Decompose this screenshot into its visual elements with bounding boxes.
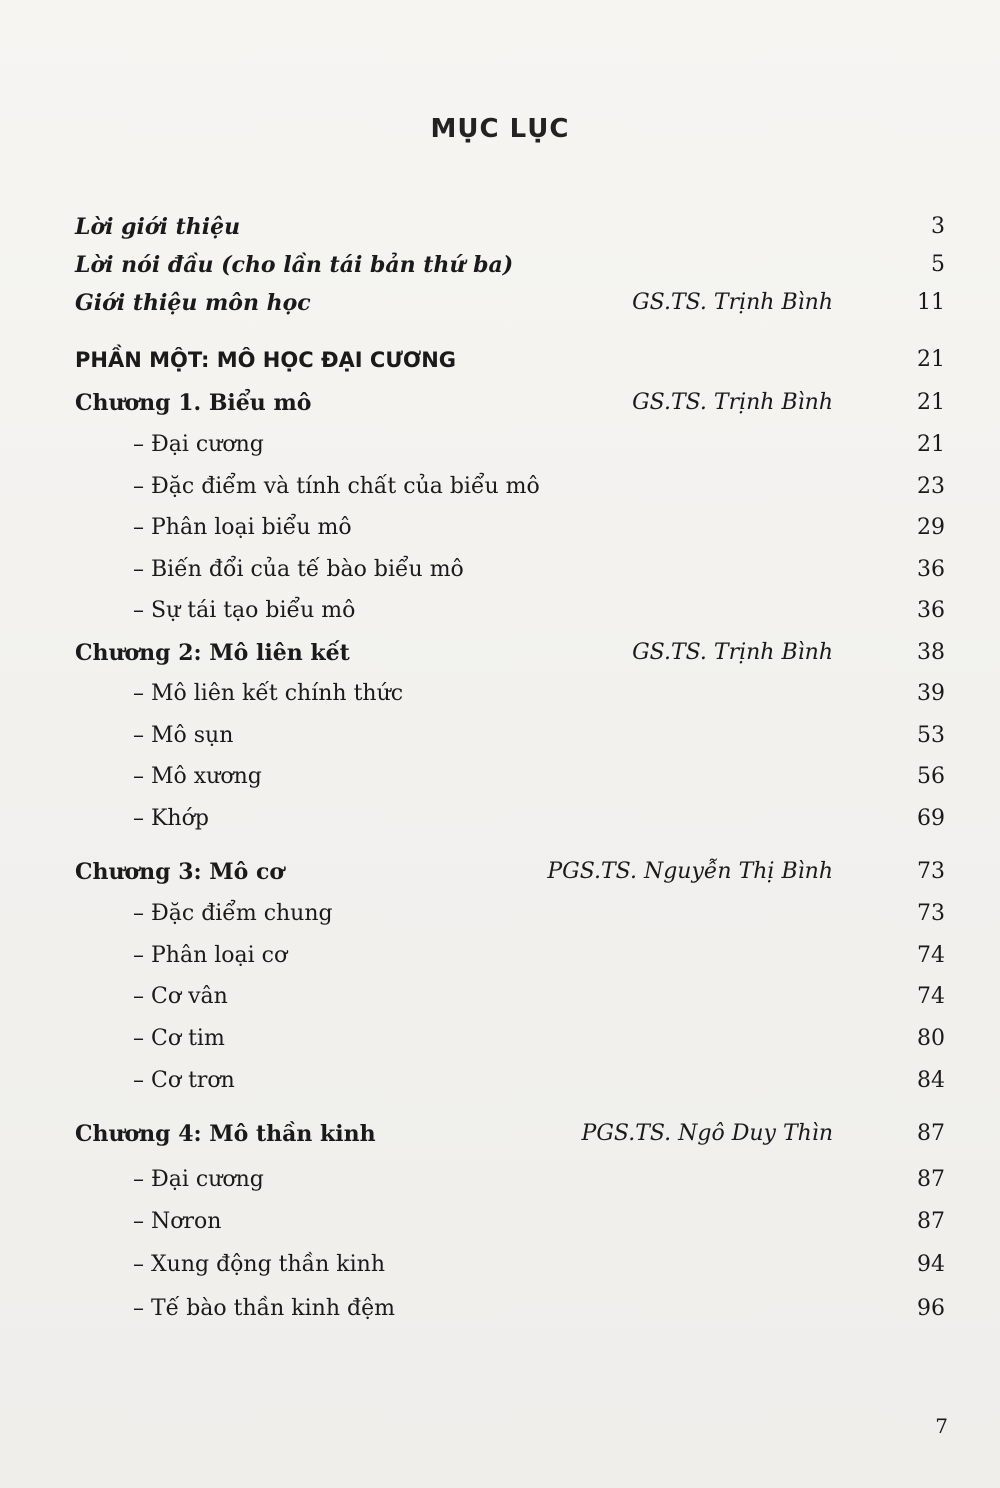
toc-label: Cơ tim — [151, 1026, 225, 1051]
toc-label: Lời giới thiệu — [75, 214, 241, 240]
toc-subentry — [75, 719, 945, 753]
toc-page-number: 29 — [917, 515, 945, 540]
toc-label: Phân loại cơ — [151, 943, 288, 968]
toc-subentry — [75, 1022, 945, 1056]
toc-label: Khớp — [151, 806, 209, 831]
dash: – — [133, 1296, 144, 1321]
toc-front-entry — [75, 210, 945, 244]
toc-page-number: 53 — [917, 723, 945, 748]
toc-chapter — [75, 386, 945, 420]
dash: – — [133, 764, 144, 789]
toc-label: PHẦN MỘT: MÔ HỌC ĐẠI CƯƠNG — [75, 348, 457, 372]
toc-author: PGS.TS. Nguyễn Thị Bình — [547, 859, 833, 884]
toc-page-number: 87 — [917, 1167, 945, 1192]
toc-subentry — [75, 428, 945, 462]
dash: – — [133, 901, 144, 926]
dash: – — [133, 1026, 144, 1051]
dash: – — [133, 1167, 144, 1192]
toc-subentry — [75, 980, 945, 1014]
toc-subentry — [75, 553, 945, 587]
toc-label: Mô liên kết chính thức — [151, 681, 404, 706]
dash: – — [133, 723, 144, 748]
dash: – — [133, 943, 144, 968]
toc-subentry — [75, 511, 945, 545]
toc-label: Mô sụn — [151, 723, 234, 748]
toc-label: Lời nói đầu (cho lần tái bản thứ ba) — [75, 252, 514, 278]
toc-label: Đặc điểm chung — [151, 901, 333, 926]
toc-author: GS.TS. Trịnh Bình — [632, 290, 833, 315]
toc-page-number: 39 — [917, 681, 945, 706]
toc-label: Chương 4: Mô thần kinh — [75, 1121, 376, 1147]
dash: – — [133, 474, 144, 499]
toc-label: Chương 2: Mô liên kết — [75, 640, 350, 666]
toc-label: Sự tái tạo biểu mô — [151, 598, 356, 623]
dash: – — [133, 681, 144, 706]
toc-page-number: 36 — [917, 557, 945, 582]
dash: – — [133, 1209, 144, 1234]
toc-author: GS.TS. Trịnh Bình — [632, 390, 833, 415]
toc-label: Xung động thần kinh — [151, 1252, 386, 1277]
toc-subentry — [75, 1205, 945, 1239]
dash: – — [133, 806, 144, 831]
toc-subentry — [75, 470, 945, 504]
toc-page-number: 56 — [917, 764, 945, 789]
toc-subentry — [75, 897, 945, 931]
toc-label: Phân loại biểu mô — [151, 515, 352, 540]
dash: – — [133, 1252, 144, 1277]
toc-label: Chương 1. Biểu mô — [75, 390, 312, 416]
toc-page-number: 74 — [917, 984, 945, 1009]
dash: – — [133, 432, 144, 457]
dash: – — [133, 984, 144, 1009]
toc-label: Đại cương — [151, 432, 264, 457]
toc-page-number: 5 — [931, 252, 945, 277]
toc-subentry — [75, 802, 945, 836]
page-title: MỤC LỤC — [430, 114, 570, 144]
toc-author: PGS.TS. Ngô Duy Thìn — [581, 1121, 833, 1146]
toc-subentry — [75, 760, 945, 794]
toc-page-number: 96 — [917, 1296, 945, 1321]
toc-author: GS.TS. Trịnh Bình — [632, 640, 833, 665]
toc-page-number: 21 — [917, 347, 945, 372]
toc-label: Giới thiệu môn học — [75, 290, 311, 316]
toc-page-number: 73 — [917, 901, 945, 926]
toc-subentry — [75, 1248, 945, 1282]
toc-label: Cơ vân — [151, 984, 228, 1009]
toc-subentry — [75, 1163, 945, 1197]
toc-page-number: 11 — [917, 290, 945, 315]
toc-subentry — [75, 594, 945, 628]
dash: – — [133, 1068, 144, 1093]
toc-page-number: 73 — [917, 859, 945, 884]
toc-page-number: 84 — [917, 1068, 945, 1093]
toc-page-number: 87 — [917, 1209, 945, 1234]
toc-page-number: 94 — [917, 1252, 945, 1277]
toc-front-entry — [75, 286, 945, 320]
toc-page-number: 36 — [917, 598, 945, 623]
toc-subentry — [75, 1064, 945, 1098]
toc-page-number: 38 — [917, 640, 945, 665]
toc-label: Tế bào thần kinh đệm — [151, 1296, 395, 1321]
toc-page-number: 3 — [931, 214, 945, 239]
toc-chapter — [75, 636, 945, 670]
toc-subentry — [75, 939, 945, 973]
toc-label: Đặc điểm và tính chất của biểu mô — [151, 474, 540, 499]
toc-part — [75, 343, 945, 377]
toc-label: Nơron — [151, 1209, 222, 1234]
toc-label: Cơ trơn — [151, 1068, 235, 1093]
toc-chapter — [75, 855, 945, 889]
toc-page-number: 69 — [917, 806, 945, 831]
dash: – — [133, 515, 144, 540]
toc-front-entry — [75, 248, 945, 282]
dash: – — [133, 598, 144, 623]
toc-page-number: 23 — [917, 474, 945, 499]
dash: – — [133, 557, 144, 582]
toc-page-number: 21 — [917, 390, 945, 415]
toc-page-number: 87 — [917, 1121, 945, 1146]
toc-label: Chương 3: Mô cơ — [75, 859, 285, 885]
toc-page-number: 74 — [917, 943, 945, 968]
toc-page-number: 21 — [917, 432, 945, 457]
toc-page-number: 80 — [917, 1026, 945, 1051]
toc-label: Biến đổi của tế bào biểu mô — [151, 557, 464, 582]
toc-subentry — [75, 1292, 945, 1326]
toc-chapter — [75, 1117, 945, 1151]
toc-subentry — [75, 677, 945, 711]
toc-label: Đại cương — [151, 1167, 264, 1192]
page-number: 7 — [935, 1414, 948, 1438]
toc-label: Mô xương — [151, 764, 262, 789]
